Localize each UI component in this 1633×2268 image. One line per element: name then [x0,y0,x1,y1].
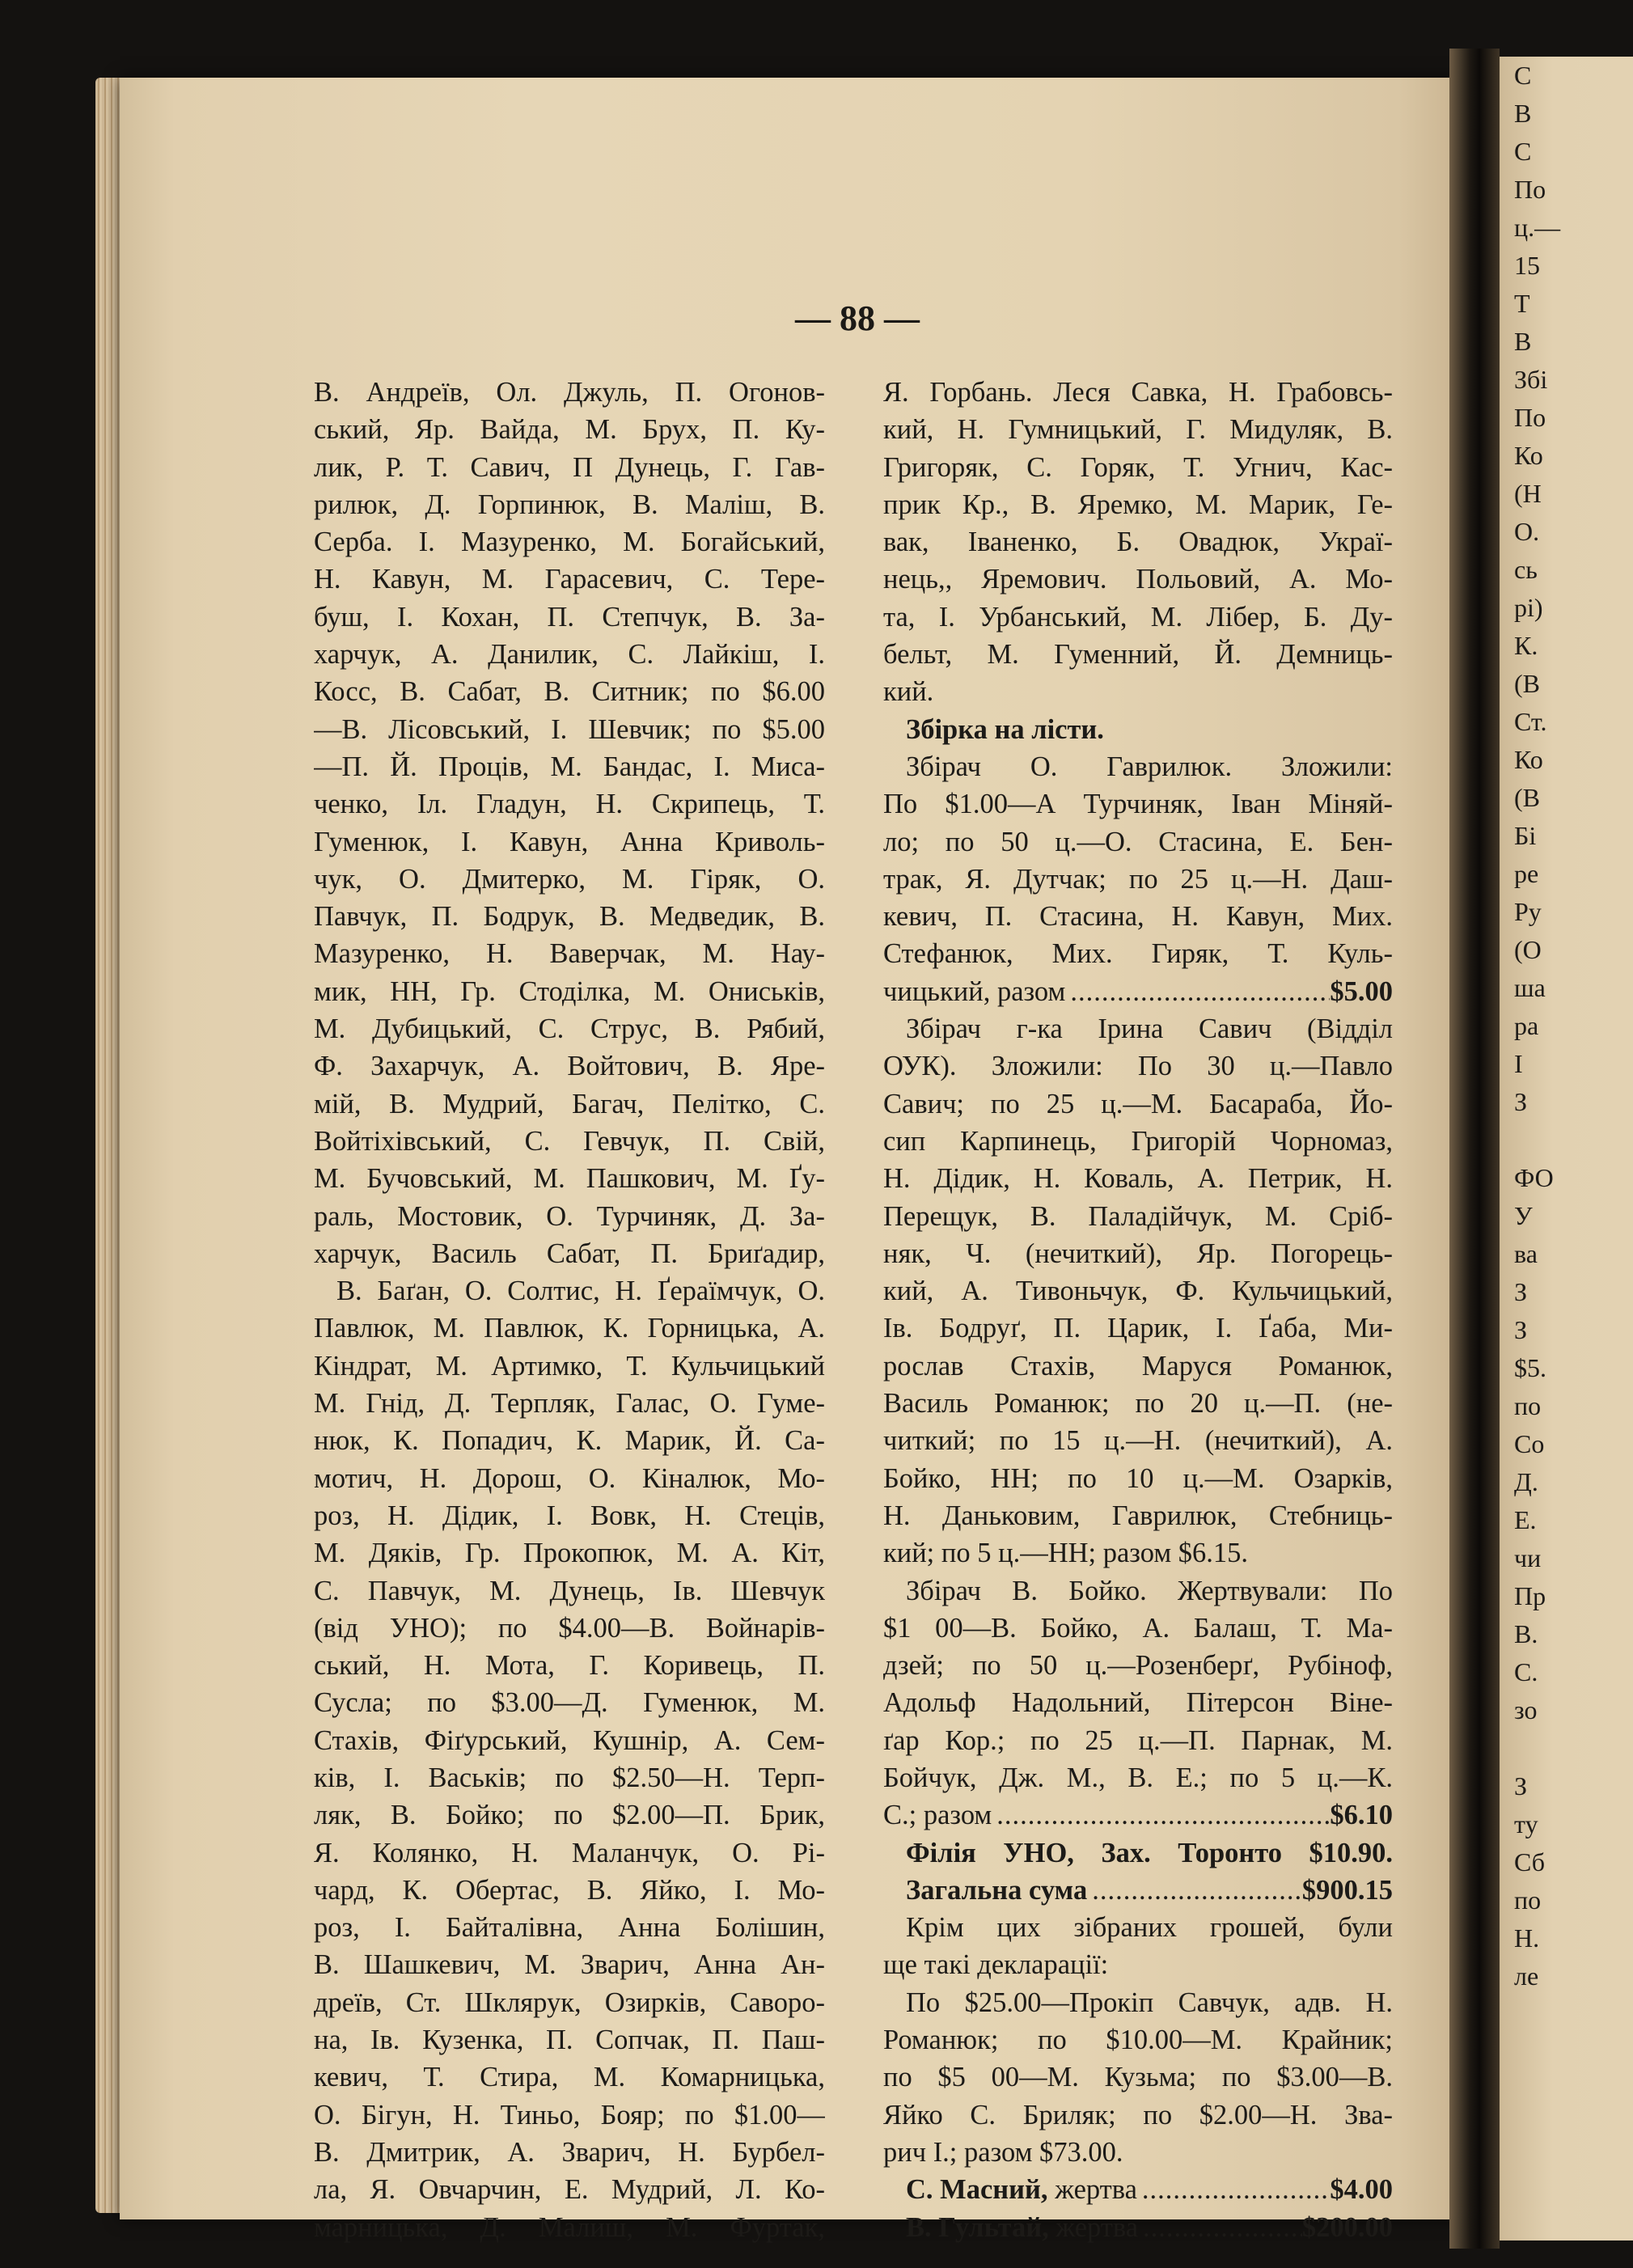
text-line: ла, Я. Овчарчин, Е. Мудрий, Л. Ко- [314,2174,825,2206]
total-amount: $5.00 [1330,975,1393,1007]
text-line: Косс, В. Сабат, В. Ситник; по $6.00 [314,676,825,708]
text-line: ло; по 50 ц.—О. Стасина, Е. Бен- [883,826,1393,857]
edge-line: У [1514,1201,1533,1230]
edge-line: Ст. [1514,707,1547,736]
text-line: лик, Р. Т. Савич, П Дунець, Г. Гав- [314,451,825,483]
gift-row [883,2209,1393,2246]
edge-line: (О [1514,935,1542,964]
edge-line: В. [1514,1619,1538,1648]
text-line: Адольф Надольний, Пітерсон Віне- [883,1687,1393,1719]
text-line: Павлюк, М. Павлюк, К. Горницька, А. [314,1313,825,1344]
edge-line: В [1514,99,1532,128]
text-line: кий, А. Тивоньчук, Ф. Кульчицький, [883,1276,1393,1307]
edge-line: по [1514,1885,1542,1915]
gift-row [883,2171,1393,2208]
text-line: роз, І. Байталівна, Анна Болішин, [314,1912,825,1944]
text-line: Стахів, Фіґурський, Кушнір, А. Сем- [314,1724,825,1756]
text-line: ще такі декларації: [883,1949,1109,1981]
text-line: По $25.00—Прокіп Савчук, адв. Н. [906,1987,1393,2018]
text-line: сип Карпинець, Григорій Чорномаз, [883,1125,1393,1157]
text-line: По $1.00—А Турчиняк, Іван Міняй- [883,789,1393,820]
text-line: Н. Дідик, Н. Коваль, А. Петрик, Н. [883,1163,1393,1195]
text-line: мик, НН, Гр. Стоділка, М. Ониськів, [314,975,825,1007]
left-column [314,374,825,2246]
edge-line: В [1514,327,1532,356]
text-line: дзей; по 50 ц.—Розенберґ, Рубіноф, [883,1650,1393,1682]
edge-line: Т [1514,289,1530,318]
edge-line: Пр [1514,1581,1546,1610]
text-line: рилюк, Д. Горпинюк, В. Маліш, В. [314,489,825,520]
text-line: —В. Лісовський, І. Шевчик; по $5.00 [314,713,825,745]
text-line: нюк, К. Попадич, К. Марик, Й. Са- [314,1425,825,1457]
text-line: Я. Горбань. Леся Савка, Н. Грабовсь- [883,377,1393,408]
edge-line: ша [1514,973,1546,1002]
edge-line: Ру [1514,897,1542,926]
text-line: харчук, Василь Сабат, П. Бриґадир, [314,1238,825,1269]
text-line: Романюк; по $10.00—М. Крайник; [883,2025,1393,2056]
edge-line: ле [1514,1961,1539,1991]
edge-line: (В [1514,669,1540,698]
text-line: Василь Романюк; по 20 ц.—П. (не- [883,1388,1393,1420]
edge-line: С [1514,61,1532,90]
gift-amount: $4.00 [1330,2174,1393,2206]
total-label: чицький, разом [883,975,1066,1007]
total-label: С.; разом [883,1800,992,1831]
text-line: буш, І. Кохан, П. Степчук, В. За- [314,601,825,633]
text-line: кий, Н. Гумницький, Г. Мидуляк, В. [883,414,1393,446]
edge-line: По [1514,175,1546,204]
text-line: М. Дубицький, С. Струс, В. Рябий, [314,1013,825,1045]
leader-dots [1138,2209,1302,2246]
text-line: Сусла; по $3.00—Д. Гуменюк, М. [314,1687,825,1719]
text-line: В. Дмитрик, А. Зварич, Н. Бурбел- [314,2136,825,2168]
edge-line: ц.— [1514,213,1561,242]
leader-dots [1065,973,1330,1010]
text-line: читкий; по 15 ц.—Н. (нечиткий), А. [883,1425,1393,1457]
text-line: Перещук, В. Паладійчук, М. Сріб- [883,1200,1393,1232]
book-gutter [1449,49,1500,2249]
edge-line: С. [1514,1657,1538,1686]
text-line: кий; по 5 ц.—НН; разом $6.15. [883,1538,1249,1569]
edge-line: Сб [1514,1847,1546,1877]
text-line: Збірач В. Бойко. Жертвували: По [906,1575,1393,1606]
text-line: Бойчук, Дж. М., В. Е.; по 5 ц.—К. [883,1762,1393,1793]
text-line: $1 00—В. Бойко, А. Балаш, Т. Ма- [883,1612,1393,1644]
text-line: нець,, Яремович. Польовий, А. Мо- [883,564,1393,595]
text-line: Н. Даньковим, Гаврилюк, Стебниць- [883,1500,1393,1531]
gift-amount: $200.00 [1301,2211,1393,2243]
text-line: рослав Стахів, Маруся Романюк, [883,1350,1393,1382]
text-line: на, Ів. Кузенка, П. Сопчак, П. Паш- [314,2025,825,2056]
edge-line: С [1514,137,1532,166]
facing-page-text [1514,57,1633,1995]
total-row [883,1796,1393,1834]
edge-line: ФО [1514,1163,1554,1192]
text-line: ОУК). Зложили: По 30 ц.—Павло [883,1051,1393,1082]
text-line: Войтіхівський, С. Гевчук, П. Свій, [314,1125,825,1157]
gift-word: жертва [1055,2174,1137,2206]
text-line: О. Бігун, Н. Тиньо, Бояр; по $1.00— [314,2099,825,2130]
text-line: по $5 00—М. Кузьма; по $3.00—В. [883,2062,1393,2093]
facing-page-edge [1500,57,1633,2240]
text-line: Ів. Бодруґ, П. Царик, І. Ґаба, Ми- [883,1313,1393,1344]
text-line: ґар Кор.; по 25 ц.—П. Парнак, М. [883,1724,1393,1756]
gift-name: В. Гультай, [906,2211,1049,2243]
text-line: чук, О. Дмитерко, М. Гіряк, О. [314,863,825,895]
text-line: бельт, М. Гуменний, Й. Демниць- [883,639,1393,671]
edge-line: Со [1514,1429,1545,1458]
text-line: мій, В. Мудрий, Багач, Пелітко, С. [314,1088,825,1119]
text-line: ляк, В. Бойко; по $2.00—П. Брик, [314,1800,825,1831]
text-line: Кіндрат, М. Артимко, Т. Кульчицький [314,1350,825,1382]
edge-line: І [1514,1049,1523,1078]
text-line: харчук, А. Данилик, С. Лайкіш, І. [314,639,825,671]
text-line: чард, К. Обертас, В. Яйко, І. Мо- [314,1874,825,1906]
total-amount: $6.10 [1330,1800,1393,1831]
edge-line: (Н [1514,479,1542,508]
section-heading: Збірка на лісти. [906,713,1104,745]
gift-name: С. Масний, [906,2174,1048,2206]
edge-line [1514,1729,1633,1767]
text-line: Савич; по 25 ц.—М. Басараба, Йо- [883,1088,1393,1119]
text-line: В. Шашкевич, М. Зварич, Анна Ан- [314,1949,825,1981]
text-line: вак, Іваненко, Б. Овадюк, Украї- [883,527,1393,558]
edge-line: По [1514,403,1546,432]
text-line: Яйко С. Бриляк; по $2.00—Н. Зва- [883,2099,1393,2130]
edge-line: З [1514,1277,1528,1306]
text-line: В. Баґан, О. Солтис, Н. Ґераїмчук, О. [336,1276,825,1307]
edge-line: ра [1514,1011,1539,1040]
text-line: —П. Й. Проців, М. Бандас, І. Мисa- [314,751,825,782]
text-line: ків, І. Васьків; по $2.50—Н. Терп- [314,1762,825,1793]
text-line: марницька, Д. Малиш, М. Фуртак, [314,2211,825,2243]
edge-line: З [1514,1087,1528,1116]
edge-line: З [1514,1315,1528,1344]
text-line: М. Дяків, Гр. Прокопюк, М. А. Кіт, [314,1538,825,1569]
grand-total-row [883,1872,1393,1909]
edge-line: ре [1514,859,1539,888]
leader-dots [1087,1872,1302,1909]
edge-line: 15 [1514,251,1540,280]
text-line: М. Гнід, Д. Терпляк, Галас, О. Гуме- [314,1388,825,1420]
edge-line: Н. [1514,1923,1540,1953]
gift-word: жертва [1056,2211,1139,2243]
leader-dots [1137,2171,1330,2208]
edge-line: О. [1514,517,1540,546]
edge-line: рі) [1514,593,1543,622]
text-line: кий. [883,676,934,708]
leader-dots [992,1796,1330,1834]
text-line: та, І. Урбанський, М. Лібер, Б. Ду- [883,601,1393,633]
edge-line: ту [1514,1809,1538,1839]
text-line: Гуменюк, І. Кавун, Анна Криволь- [314,826,825,857]
text-line: Павчук, П. Бодрук, В. Медведик, В. [314,901,825,933]
edge-line: Ко [1514,441,1543,470]
text-line: Н. Кавун, М. Гарасевич, С. Тере- [314,564,825,595]
text-line: М. Бучовський, М. Пашкович, М. Ґу- [314,1163,825,1195]
right-column [883,374,1393,2246]
text-line: Григоряк, С. Горяк, Т. Угнич, Кас- [883,451,1393,483]
text-line: Мазуренко, Н. Ваверчак, М. Нау- [314,938,825,970]
text-line: Збірач г-ка Ірина Савич (Відділ [906,1013,1393,1045]
edge-line: по [1514,1391,1542,1420]
text-line: Серба. І. Мазуренко, М. Богайський, [314,527,825,558]
text-line: ченко, Іл. Гладун, Н. Скрипець, Т. [314,789,825,820]
grand-total-amount: $900.15 [1301,1874,1393,1906]
edge-line [1514,1121,1633,1159]
edge-line: Бі [1514,821,1537,850]
page-number: — 88 — [795,298,920,338]
edge-line: чи [1514,1543,1542,1572]
text-line: (від УНО); по $4.00—В. Войнарів- [314,1612,825,1644]
text-line: Збірач О. Гаврилюк. Зложили: [906,751,1393,782]
text-line: Бойко, НН; по 10 ц.—М. Озарків, [883,1462,1393,1494]
text-line: Крім цих зібраних грошей, були [906,1912,1393,1944]
text-line: кевич, Т. Стира, М. Комарницька, [314,2062,825,2093]
edge-line: З [1514,1771,1528,1800]
text-line: С. Павчук, М. Дунець, Ів. Шевчук [314,1575,825,1606]
text-line: рич І.; разом $73.00. [883,2136,1123,2168]
text-line: Ф. Захарчук, А. Войтович, В. Яре- [314,1051,825,1082]
text-line: ський, Яр. Вайда, М. Брух, П. Ку- [314,414,825,446]
text-line: В. Андреїв, Ол. Джуль, П. Огонов- [314,377,825,408]
edge-line: К. [1514,631,1538,660]
text-line: мотич, Н. Дорош, О. Кіналюк, Мо- [314,1462,825,1494]
edge-line: (В [1514,783,1540,812]
total-row [883,973,1393,1010]
text-line: ський, Н. Мота, Г. Коривець, П. [314,1650,825,1682]
text-line: няк, Ч. (нечиткий), Яр. Погорець- [883,1238,1393,1269]
edge-line: ва [1514,1239,1538,1268]
edge-line: сь [1514,555,1538,584]
text-line: трак, Я. Дутчак; по 25 ц.—Н. Даш- [883,863,1393,895]
edge-line: Збі [1514,365,1548,394]
edge-line: $5. [1514,1353,1546,1382]
branch-line: Філія УНО, Зах. Торонто $10.90. [906,1837,1393,1868]
text-line: дреїв, Ст. Шклярук, Озирків, Саворо- [314,1987,825,2018]
text-line: прик Кр., В. Яремко, М. Марик, Ге- [883,489,1393,520]
text-line: кевич, П. Стасина, Н. Кавун, Мих. [883,901,1393,933]
grand-total-label: Загальна сума [906,1874,1088,1906]
edge-line: зо [1514,1695,1538,1724]
text-line: роз, Н. Дідик, І. Вовк, Н. Стеців, [314,1500,825,1531]
text-line: раль, Мостовик, О. Турчиняк, Д. За- [314,1200,825,1232]
edge-line: Д. [1514,1467,1538,1496]
text-line: Я. Колянко, Н. Маланчук, О. Рі- [314,1837,825,1868]
text-line: Стефанюк, Мих. Гиряк, Т. Куль- [883,938,1393,970]
edge-line: Е. [1514,1505,1537,1534]
edge-line: Ко [1514,745,1543,774]
